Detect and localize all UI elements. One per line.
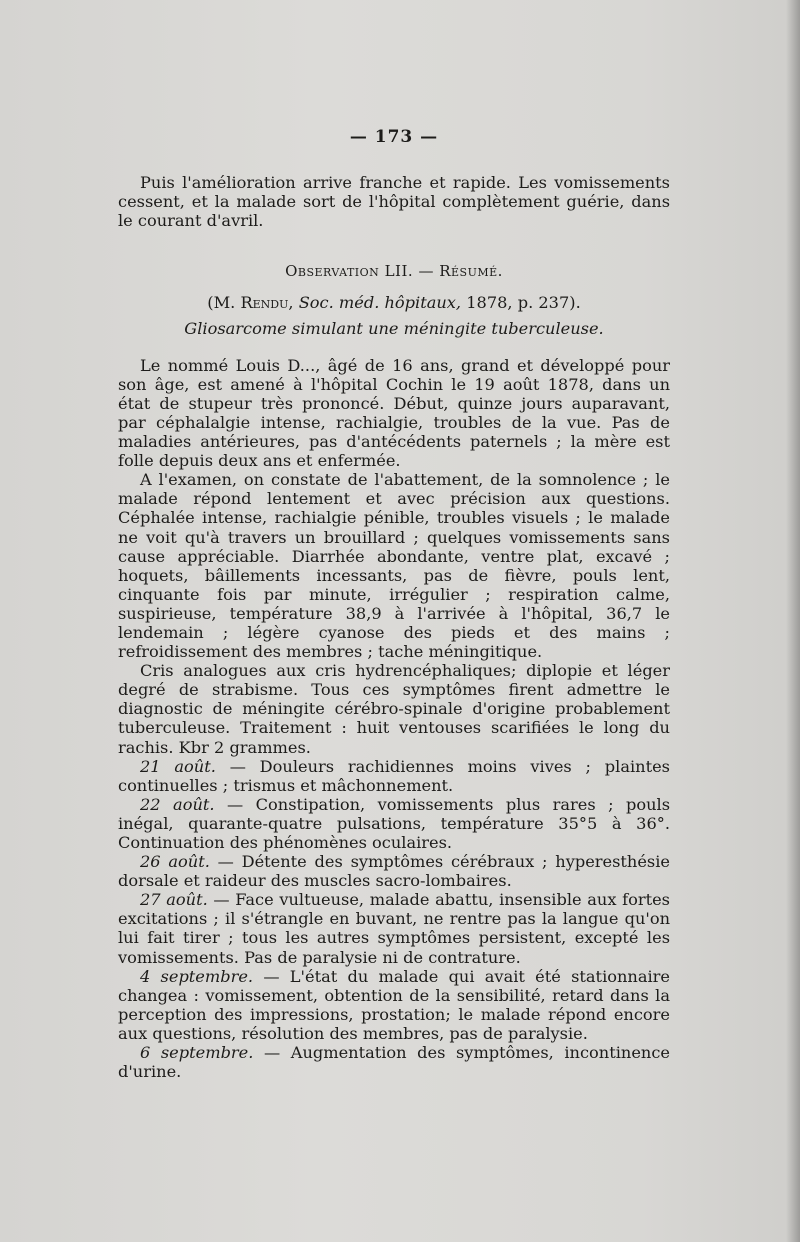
case-paragraph-1: Le nommé Louis D..., âgé de 16 ans, grand et développé pour son âge, est amené à l'hôpital Cochin le 19 août 1878, dans un état de stupeur très prononcé. Début, quinze jours auparavant, par céphalalgie intense, rachialgie, troubles de la vue. Pas de maladies antérieures, pas d'antécédents paternels ; la mère est folle depuis deux ans et enfermée. [118,355,670,471]
entry-date: 6 septembre. [140,1043,254,1063]
observation-separator: — [418,262,434,281]
entry-4-septembre [118,967,670,1043]
observation-label: Observation [285,262,380,281]
observation-reference [118,293,670,312]
entry-date: 4 septembre. [140,966,254,986]
entry-text: — Détente des symptômes cérébraux ; hyperesthésie dorsale et raideur des muscles sacro-lombaires. [118,852,670,891]
entry-date: 22 août. [140,794,215,814]
reference-author: Rendu, [240,293,294,313]
entry-text: — Augmentation des symptômes, incontinence d'urine. [118,1043,670,1082]
entry-text: — Face vultueuse, malade abattu, insensible aux fortes excitations ; il s'étrangle en buvant, ne rentre pas la langue qu'on lui fait tirer ; tous les autres symptômes persistent, excepté les vomissements. Pas de paralysie ni de contrature. [118,890,670,967]
entry-text: — Constipation, vomissements plus rares ; pouls inégal, quarante-quatre pulsations, température 35°5 à 36°. Continuation des phénomènes oculaires. [118,794,671,852]
observation-number: LII. [384,262,414,281]
entry-27-aout [118,890,670,966]
observation-subtitle: Gliosarcome simulant une méningite tuberculeuse. [184,318,604,338]
reference-journal: Soc. méd. hôpitaux, [298,293,462,313]
text-block [118,128,670,1081]
observation-title [118,262,670,281]
observation-summary-label: Résumé. [439,262,503,281]
entry-21-aout [118,757,670,795]
entry-date: 21 août. [140,756,216,776]
entry-22-aout [118,795,670,852]
entry-date: 26 août. [140,852,210,872]
case-paragraph-3: Cris analogues aux cris hydrencéphaliques; diplopie et léger degré de strabisme. Tous ces symptômes firent admettre le diagnostic de méningite cérébro-spinale d'origine probablement tuberculeuse. Traitement : huit ventouses scarifiées le long du rachis. Kbr 2 grammes. [118,661,670,757]
reference-details: 1878, p. 237). [466,293,581,313]
entry-date: 27 août. [140,890,208,910]
case-paragraph-2: A l'examen, on constate de l'abattement, de la somnolence ; le malade répond lentement et avec précision aux questions. Céphalée intense, rachialgie pénible, troubles visuels ; le malade ne voit qu'à travers un brouillard ; quelques vomissements sans cause appréciable. Diarrhée abondante, ventre plat, excavé ; hoquets, bâillements incessants, pas de fièvre, pouls lent, cinquante fois par minute, irrégulier ; respiration calme, suspirieuse, température 38,9 à l'arrivée à l'hôpital, 36,7 le lendemain ; légère cyanose des pieds et des mains ; refroidissement des membres ; tache méningitique. [118,470,670,662]
reference-open: (M. [207,293,236,313]
entry-text: — L'état du malade qui avait été stationnaire changea : vomissement, obtention de la sensibilité, retard dans la perception des impressions, prostation; le malade répond encore aux questions, résolution des membres, pas de paralysie. [118,966,670,1043]
entry-text: — Douleurs rachidiennes moins vives ; plaintes continuelles ; trismus et mâchonnement. [118,756,670,795]
page-edge-shadow [786,0,800,1242]
intro-paragraph: Puis l'amélioration arrive franche et rapide. Les vomissements cessent, et la malade sort de l'hôpital complètement guérie, dans le courant d'avril. [118,173,670,231]
entry-26-aout [118,852,670,890]
entry-6-septembre [118,1043,670,1081]
page-number: — 173 — [349,127,439,147]
